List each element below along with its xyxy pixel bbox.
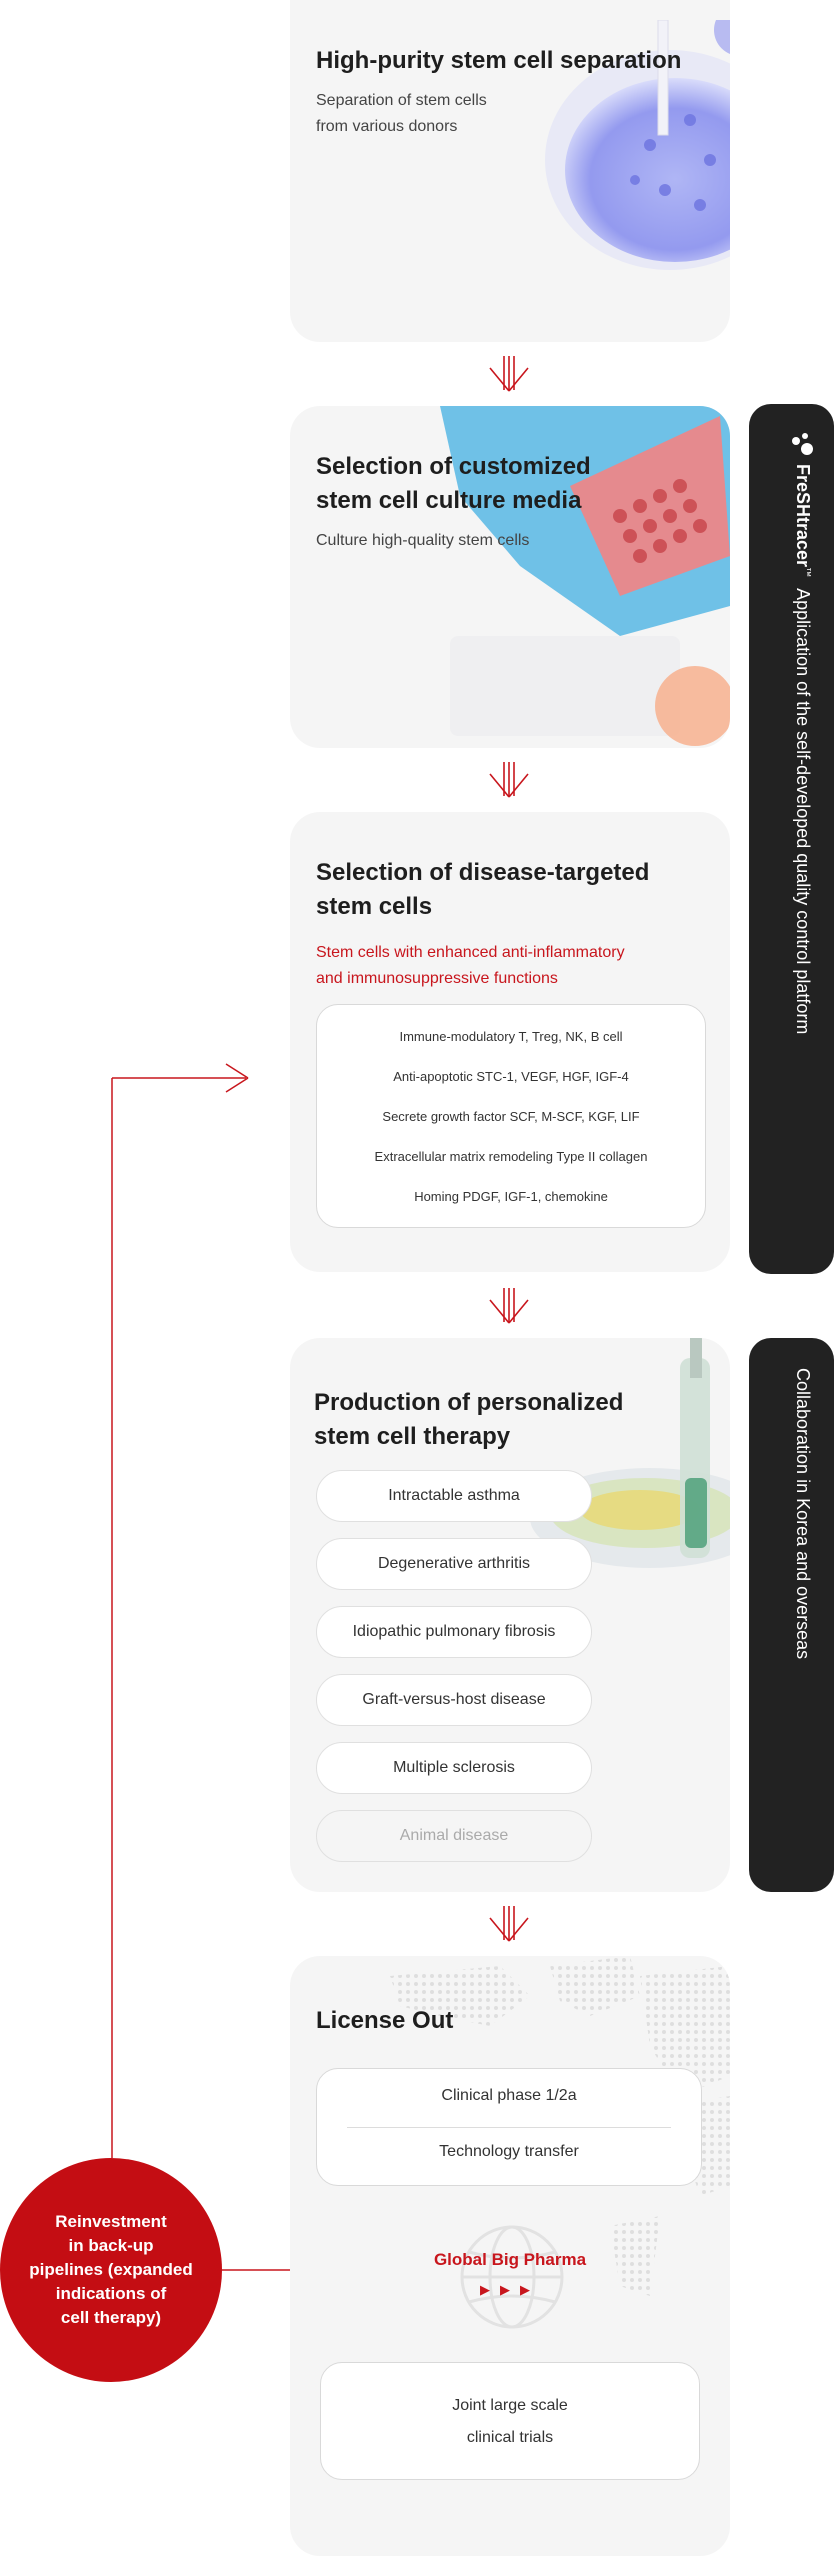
- step-subtitle-line: from various donors: [316, 118, 458, 135]
- disease-pill: Graft-versus-host disease: [316, 1674, 592, 1726]
- freshtracer-logo-icon: [789, 432, 815, 456]
- reinvestment-line: cell therapy): [60, 2308, 162, 2327]
- reinvestment-line: pipelines (expanded: [29, 2260, 193, 2279]
- step-card-license-out: [290, 1956, 730, 2556]
- down-arrow-icon: [488, 1288, 530, 1324]
- function-item: Anti-apoptotic STC-1, VEGF, HGF, IGF-4: [393, 1069, 629, 1084]
- down-arrow-icon: [488, 356, 530, 392]
- function-item: Extracellular matrix remodeling Type II collagen: [374, 1149, 648, 1164]
- joint-trials-box: [320, 2362, 700, 2480]
- step-title: Selection of disease-targeted: [316, 859, 650, 886]
- function-list: [316, 1004, 706, 1228]
- step-subtitle-line: Separation of stem cells: [316, 92, 487, 109]
- platform-side-bar: [749, 404, 834, 1274]
- down-arrow-icon: [488, 762, 530, 798]
- platform-side-text: [792, 464, 813, 1034]
- trademark-mark: ™: [801, 567, 812, 578]
- step-title: Selection of customized: [316, 453, 591, 480]
- step-card-personalized-therapy: [290, 1338, 730, 1892]
- function-item: Immune-modulatory T, Treg, NK, B cell: [399, 1029, 623, 1044]
- collaboration-side-bar: [749, 1338, 834, 1892]
- play-arrows: [290, 2282, 730, 2298]
- function-item: Secrete growth factor SCF, M-SCF, KGF, LIF: [382, 1109, 640, 1124]
- reinvestment-line: indications of: [55, 2284, 167, 2303]
- step-title: Production of personalized: [314, 1389, 624, 1416]
- play-arrow-icon: ▶: [480, 2282, 500, 2297]
- license-stage: Clinical phase 1/2a: [441, 2087, 577, 2104]
- reinvestment-line: Reinvestment: [55, 2212, 167, 2231]
- step-title: stem cell therapy: [314, 1423, 511, 1450]
- step-title: License Out: [316, 2007, 454, 2034]
- license-stage: Technology transfer: [439, 2143, 579, 2160]
- partner-label: Global Big Pharma: [433, 2250, 587, 2269]
- disease-pill: Multiple sclerosis: [316, 1742, 592, 1794]
- joint-trials-line: Joint large scale: [452, 2397, 568, 2414]
- disease-pill: Degenerative arthritis: [316, 1538, 592, 1590]
- collaboration-side-text: Collaboration in Korea and overseas: [793, 1368, 813, 1660]
- license-stage-box: [316, 2068, 702, 2186]
- joint-trials-line: clinical trials: [466, 2429, 554, 2446]
- globe-icon: [457, 2222, 567, 2332]
- step-title: stem cell culture media: [316, 487, 582, 514]
- reinvestment-line: in back-up: [68, 2236, 154, 2255]
- step-subtitle: Culture high-quality stem cells: [316, 532, 530, 549]
- play-arrow-icon: ▶: [520, 2282, 540, 2297]
- down-arrow-icon: [488, 1906, 530, 1942]
- step-card-culture-media: [290, 406, 730, 748]
- divider: [347, 2127, 671, 2128]
- disease-pill: Intractable asthma: [316, 1470, 592, 1522]
- step-subtitle-line: and immunosuppressive functions: [316, 970, 558, 987]
- disease-pill: Idiopathic pulmonary fibrosis: [316, 1606, 592, 1658]
- reinvestment-circle: [0, 2158, 222, 2382]
- step-title: stem cells: [316, 893, 433, 920]
- platform-description: Application of the self-developed quality control platform: [793, 588, 813, 1035]
- step-subtitle-line: Stem cells with enhanced anti-inflammatory: [316, 944, 625, 961]
- step-card-separation: [290, 0, 730, 342]
- play-arrow-icon: ▶: [500, 2282, 520, 2297]
- step-title: High-purity stem cell separation: [316, 47, 682, 74]
- reinvestment-connector: [0, 1060, 300, 2280]
- function-item: Homing PDGF, IGF-1, chemokine: [414, 1189, 608, 1204]
- step-card-disease-targeted: [290, 812, 730, 1272]
- platform-brand: FreSHtracer: [793, 464, 813, 568]
- disease-pill: Animal disease: [316, 1810, 592, 1862]
